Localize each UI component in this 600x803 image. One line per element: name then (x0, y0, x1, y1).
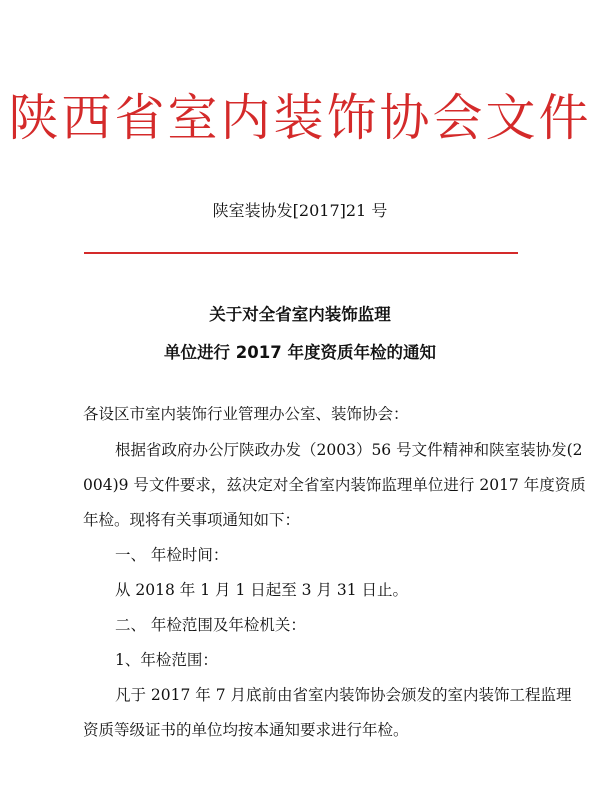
section-2-heading: 二、 年检范围及年检机关： (115, 616, 306, 634)
notice-title-line-1: 关于对全省室内装饰监理 (209, 305, 391, 324)
subsection-1-line-1: 凡于 2017 年 7 月底前由省室内装饰协会颁发的室内装饰工程监理 (115, 686, 572, 704)
document-header-title: 陕西省室内装饰协会文件 (8, 89, 592, 147)
paragraph-1-line-3: 年检。现将有关事项通知如下： (83, 511, 301, 529)
paragraph-1-line-2: 004)9 号文件要求，兹决定对全省室内装饰监理单位进行 2017 年度资质 (83, 476, 586, 494)
subsection-1-line-2: 资质等级证书的单位均按本通知要求进行年检。 (83, 721, 409, 739)
salutation: 各设区市室内装饰行业管理办公室、装饰协会： (83, 405, 409, 423)
section-1-text: 从 2018 年 1 月 1 日起至 3 月 31 日止。 (115, 581, 409, 599)
document-number: 陕室装协发[2017]21 号 (212, 201, 388, 220)
header-divider-line (84, 252, 518, 254)
section-1-heading: 一、 年检时间： (115, 546, 229, 564)
notice-title-line-2: 单位进行 2017 年度资质年检的通知 (164, 343, 436, 362)
subsection-1-heading: 1、年检范围： (115, 651, 218, 669)
paragraph-1-line-1: 根据省政府办公厅陕政办发（2003）56 号文件精神和陕室装协发(2 (115, 441, 583, 459)
